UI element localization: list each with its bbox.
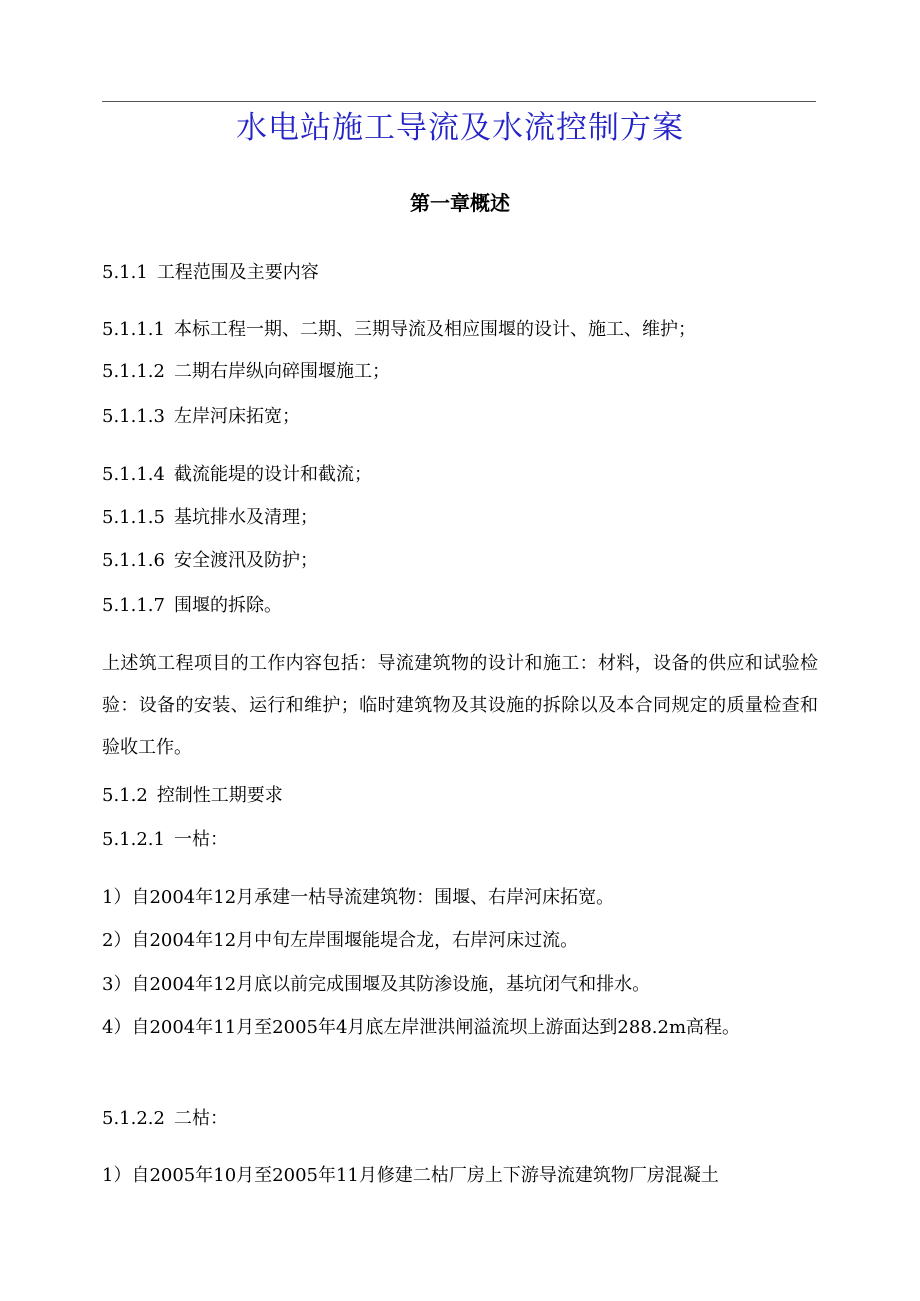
item-text: 围堰的拆除。 bbox=[173, 595, 282, 616]
subsection-heading-5-1-2-2 bbox=[102, 1104, 228, 1134]
list-item bbox=[102, 357, 390, 387]
list-item bbox=[102, 315, 696, 345]
list-item bbox=[102, 402, 300, 432]
section-title: 工程范围及主要内容 bbox=[156, 262, 319, 283]
list-item bbox=[102, 503, 318, 533]
item-text: 安全渡汛及防护； bbox=[173, 550, 318, 571]
subsection-number: 5.1.2.2 bbox=[102, 1108, 165, 1129]
list-item-wrapped: 4）自2004年11月至2005年4月底左岸泄洪闸溢流坝上游面达到288.2m高程。 bbox=[102, 1017, 741, 1038]
subsection-heading-5-1-2-1 bbox=[102, 825, 228, 855]
subsection-title: 一枯： bbox=[173, 829, 228, 850]
item-number: 5.1.1.2 bbox=[102, 361, 165, 382]
item-number: 5.1.1.1 bbox=[102, 319, 165, 340]
section-heading-5-1-1 bbox=[102, 258, 319, 288]
list-item: 3）自2004年12月底以前完成围堰及其防渗设施，基坑闭气和排水。 bbox=[102, 974, 651, 995]
item-number: 5.1.1.3 bbox=[102, 406, 165, 427]
item-text: 二期右岸纵向碎围堰施工； bbox=[173, 361, 390, 382]
section-number: 5.1.1 bbox=[102, 262, 148, 283]
item-text: 本标工程一期、二期、三期导流及相应围堰的设计、施工、维护； bbox=[173, 319, 696, 340]
item-number: 5.1.1.7 bbox=[102, 595, 165, 616]
summary-paragraph: 上述筑工程项目的工作内容包括：导流建筑物的设计和施工：材料，设备的供应和试验检验：设备的安装、运行和维护；临时建筑物及其设施的拆除以及本合同规定的质量检查和验收工作。 bbox=[102, 653, 818, 758]
document-title: 水电站施工导流及水流控制方案 bbox=[236, 110, 684, 146]
section-title: 控制性工期要求 bbox=[156, 785, 283, 806]
section-heading-5-1-2 bbox=[102, 781, 283, 811]
item-text: 基坑排水及清理； bbox=[173, 507, 318, 528]
section-number: 5.1.2 bbox=[102, 785, 148, 806]
list-item: 1）自2004年12月承建一枯导流建筑物：围堰、右岸河床拓宽。 bbox=[102, 887, 615, 908]
item-text: 左岸河床拓宽； bbox=[173, 406, 300, 427]
subsection-title: 二枯： bbox=[173, 1108, 228, 1129]
list-item: 1）自2005年10月至2005年11月修建二枯厂房上下游导流建筑物厂房混凝土 bbox=[102, 1165, 719, 1186]
list-item bbox=[102, 460, 372, 490]
item-number: 5.1.1.6 bbox=[102, 550, 165, 571]
list-item bbox=[102, 546, 318, 576]
list-item bbox=[102, 591, 282, 621]
subsection-number: 5.1.2.1 bbox=[102, 829, 165, 850]
item-number: 5.1.1.5 bbox=[102, 507, 165, 528]
chapter-heading: 第一章概述 bbox=[410, 191, 510, 215]
list-item: 2）自2004年12月中旬左岸围堰能堤合龙，右岸河床过流。 bbox=[102, 930, 579, 951]
item-text: 截流能堤的设计和截流； bbox=[173, 464, 372, 485]
header-rule bbox=[102, 101, 816, 102]
item-number: 5.1.1.4 bbox=[102, 464, 165, 485]
